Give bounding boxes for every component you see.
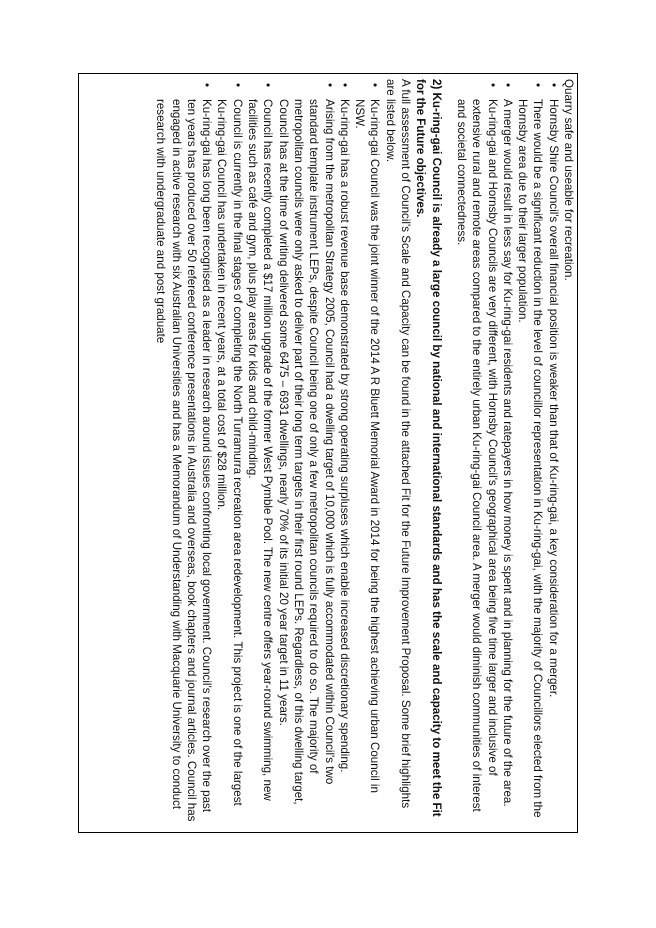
- section1-lead: Quarry safe and useable for recreation.: [562, 79, 575, 281]
- section2-heading: 2) Ku-ring-gai Council is already a large council by national and international standards and has the scale and capacity to meet the Fit for the Future objectives.: [414, 79, 443, 817]
- list-item: • There would be a significant reduction in the level of councillor representation in Ku-ring-gai, with the majority of Councillors elected from the Hornsby area due to their larger population.: [515, 79, 546, 823]
- list-item: • Ku-ring-gai has long been recognised as a leader in research around issues confronting local government. Council's research over the past ten years has produced over 50 refereed conference presentations in Australia and overseas, book chapters and journal articles. Council has engaged in active research with six Australian Universities and has a Memorandum of Understanding with Macquarie University to conduct research with undergraduate and post graduate: [153, 79, 214, 823]
- list-item: • Arising from the metropolitan Strategy 2005, Council had a dwelling target of 10,000 which is fully accommodated within Council's two standard template instrument LEPs, despite Council being one of only a few metropolitan councils required to do so. The majority of metropolitan councils were only asked to deliver part of their long term targets in their first round LEPs. Regardless, of this dwelling target, Council has at the time of writing delivered some 6475 – 6931 dwellings, nearly 70% of its initial 20 year target in 11 years.: [275, 79, 336, 823]
- list-item: • A merger would result in less say for Ku-ring-gai residents and ratepayers in how money is spent and in planning for the future of the area.: [500, 79, 515, 823]
- list-item: • Ku-ring-gai and Hornsby Councils are very different, with Hornsby Council's geographical area being five time larger and inclusive of extensive rural and remote areas compared to the entirely urban Ku-ring-gai Council area. A merger would diminish communities of interest and societal connectedness.: [454, 79, 500, 823]
- section2-intro: A full assessment of Council's Scale and Capacity can be found in the attached Fit for the Future Improvement Proposal. Some brief highlights are listed below.: [383, 79, 413, 809]
- list-item: • Ku-ring-gai has a robust revenue base demonstrated by strong operating surpluses which enable increased discretionary spending.: [337, 79, 352, 823]
- rotated-content: [78, 73, 578, 833]
- list-item: • Council is currently in the final stages of completing the North Turramurra recreation area redevelopment. This project is one of the largest Ku-ring-gai Council has undertaken in recent years, at a total cost of $28 million.: [214, 79, 245, 823]
- list-item: • Council has recently completed a $17 million upgrade of the former West Pymble Pool. The new centre offers year-round swimming, new facilities such as café and gym, plus play areas for kids and child-minding.: [245, 79, 276, 823]
- list-item: • Ku-ring-gai Council was the joint winner of the 2014 A R Bluett Memorial Award in 2014 for being the highest achieving urban Council in NSW.: [352, 79, 383, 823]
- list-item: • Hornsby Shire Council's overall financial position is weaker than that of Ku-ring-gai, a key consideration for a merger.: [545, 79, 560, 823]
